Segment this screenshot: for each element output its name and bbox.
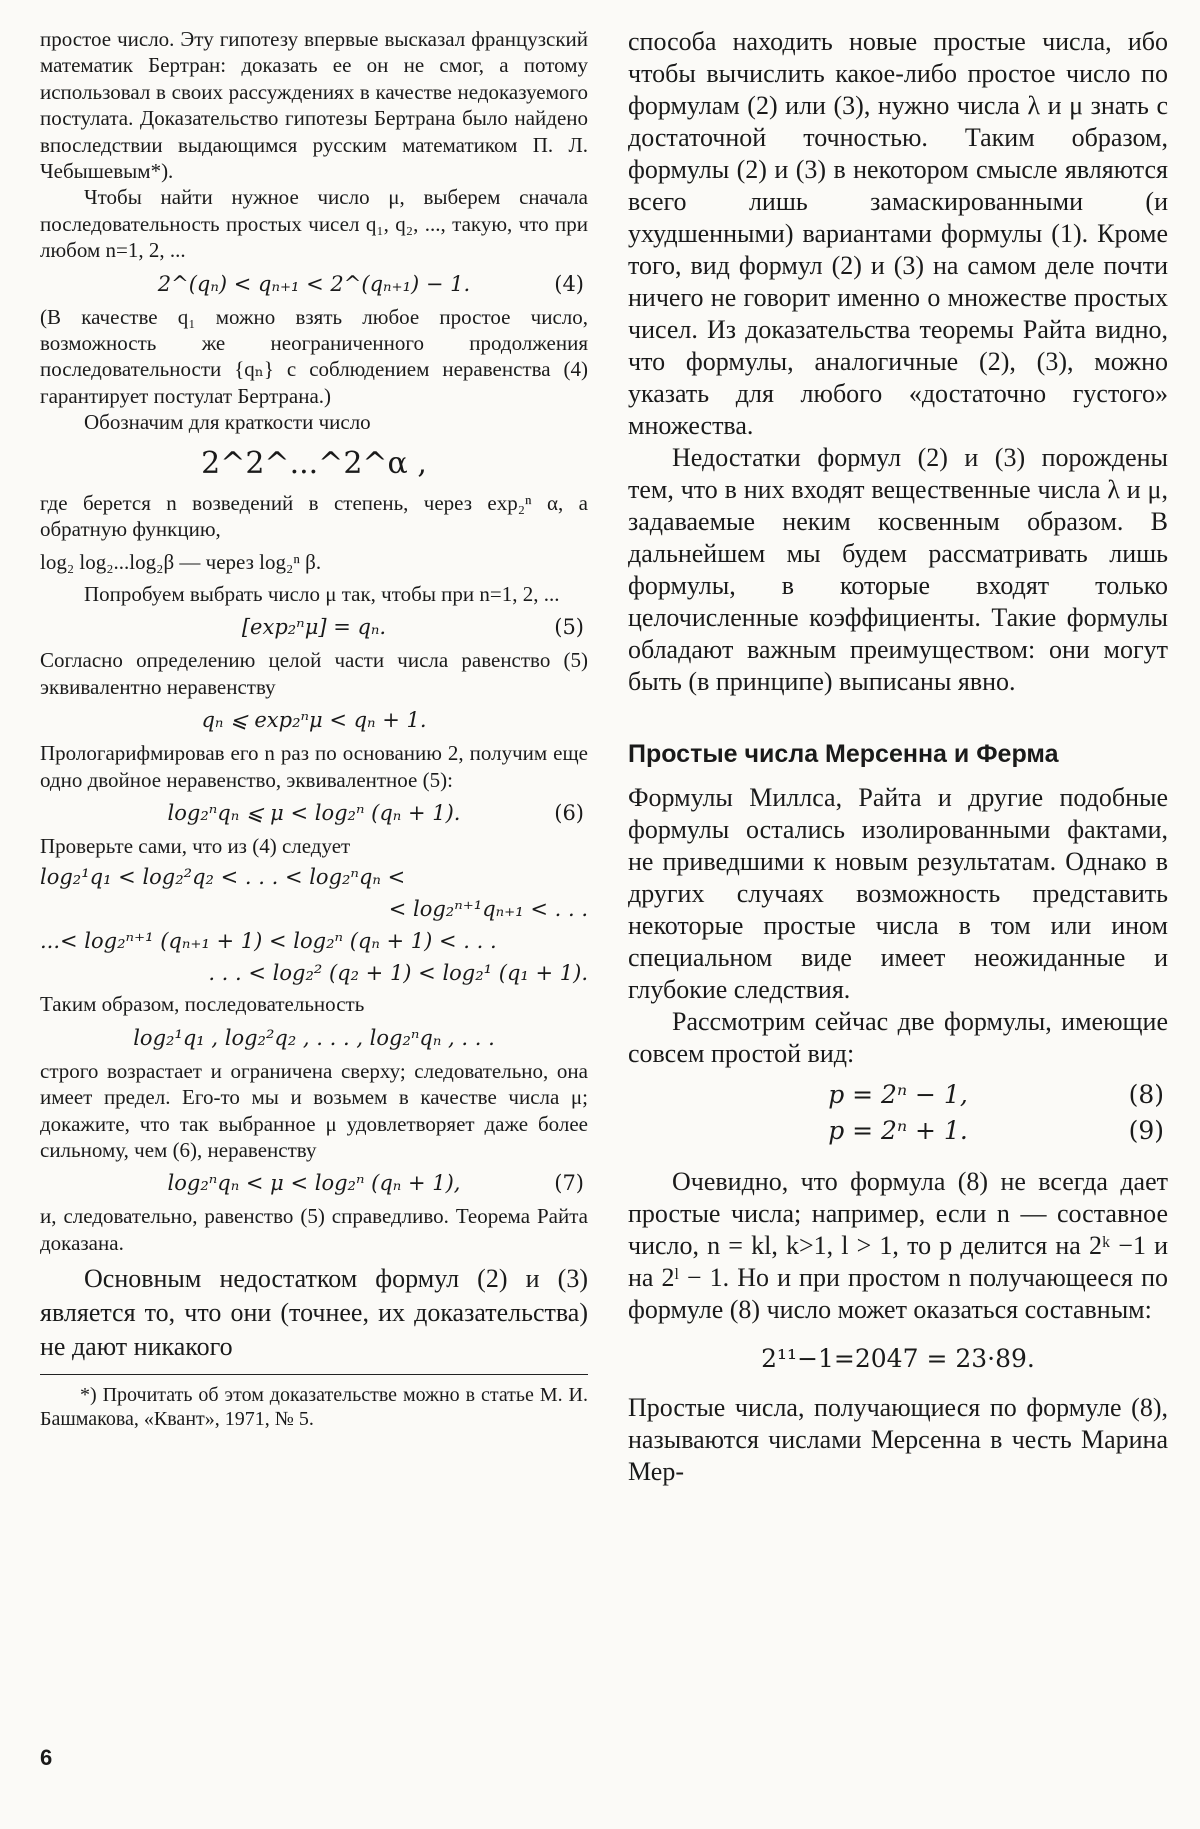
paragraph: Согласно определению целой части числа равенство (5) эквивалентно неравенству — [40, 648, 588, 699]
paragraph: простое число. Эту гипотезу впервые высказал французский математик Бертран: доказать ее он не смог, а потому использовал в своих рассуждениях в качестве недоказуемого постулата. Доказательство гипотезы Бертрана было найдено впоследствии выдающимся русским математиком П. Л. Чебышевым*). — [40, 27, 588, 184]
paragraph: Чтобы найти нужное число μ, выберем сначала последовательность простых чисел q₁, q₂, ..., такую, что при любом n=1, 2, ... — [40, 185, 588, 263]
equation-body: 2¹¹−1=2047 = 23·89. — [761, 1344, 1035, 1373]
paragraph: Простые числа, получающиеся по формуле (8), называются числами Мерсенна в честь Марина Мер- — [628, 1393, 1168, 1486]
equation-number: (8) — [1128, 1080, 1164, 1109]
equation-6 — [40, 799, 588, 827]
equation-number: (7) — [554, 1171, 584, 1196]
equation-body: log₂¹q₁ , log₂²q₂ , . . . , log₂ⁿqₙ , . . . — [133, 1025, 495, 1050]
paragraph: способа находить новые простые числа, ибо чтобы вычислить какое-либо простое число по формулам (2) или (3), нужно числа λ и μ знать с достаточной точностью. Таким образом, формулы (2) и (3) в некотором смысле являются всего лишь замаскированными (и ухудшенными) вариантами формулы (1). Кроме того, вид формул (2) и (3) на самом деле почти ничего не говорит именно о множестве простых чисел. Из доказательства теоремы Райта видно, что формулы, аналогичные (2), (3), можно указать для любого «достаточно густого» множества. — [628, 27, 1168, 440]
power-tower-expression: 2^2^...^2^α , — [201, 445, 427, 481]
footnote-divider — [40, 1374, 588, 1375]
right-column — [628, 26, 1168, 1488]
chain-line-3 — [40, 927, 588, 955]
paragraph: Недостатки формул (2) и (3) порождены тем, что в них входят вещественные числа λ и μ, задаваемые неким косвенным образом. В дальнейшем мы будем рассматривать лишь формулы, в которые входят только целочисленные коэффициенты. Такие формулы обладают важным преимуществом: они могут быть (в принципе) выписаны явно. — [628, 443, 1168, 696]
equation-example — [628, 1344, 1168, 1374]
equation-5 — [40, 613, 588, 641]
paragraph: Таким образом, последовательность — [40, 992, 365, 1017]
equation-inequality — [40, 706, 588, 734]
equation-7 — [40, 1169, 588, 1197]
left-column — [40, 26, 588, 1431]
equation-body: qₙ ⩽ exp₂ⁿμ < qₙ + 1. — [201, 708, 427, 733]
equation-body: [exp₂ⁿμ] = qₙ. — [241, 615, 387, 640]
equation-number: (5) — [554, 615, 584, 640]
paragraph: Попробуем выбрать число μ так, чтобы при n=1, 2, ... — [84, 581, 560, 606]
equation-body: < log₂ⁿ⁺¹qₙ₊₁ < . . . — [388, 897, 588, 922]
footnote: *) Прочитать об этом доказательстве можно в статье М. И. Башмакова, «Квант», 1971, № 5. — [40, 1384, 588, 1431]
equation-body: log₂ⁿqₙ < μ < log₂ⁿ (qₙ + 1), — [167, 1171, 461, 1196]
paragraph: log₂ log₂...log₂β — через log₂ⁿ β. — [40, 549, 322, 574]
equation-8 — [628, 1080, 1168, 1110]
equation-9 — [628, 1116, 1168, 1146]
paragraph: (В качестве q₁ можно взять любое простое число, возможность же неограниченного продолжения последовательности {qₙ} с соблюдением неравенства (4) гарантирует постулат Бертрана.) — [40, 304, 588, 408]
paragraph: и, следовательно, равенство (5) справедливо. Теорема Райта доказана. — [40, 1204, 588, 1255]
equation-number: (4) — [554, 271, 584, 296]
paragraph: Проверьте сами, что из (4) следует — [40, 833, 351, 858]
equation-body: log₂ⁿqₙ ⩽ μ < log₂ⁿ (qₙ + 1). — [167, 800, 461, 825]
paragraph: Основным недостатком формул (2) и (3) является то, что они (точнее, их доказательства) не дают никакого — [40, 1264, 588, 1362]
sequence — [40, 1024, 588, 1052]
paragraph: строго возрастает и ограничена сверху; следовательно, она имеет предел. Его-то мы и возьмем в качестве числа μ; докажите, что так выбранное μ удовлетворяет даже более сильному, чем (6), неравенству — [40, 1058, 588, 1162]
equation-number: (6) — [554, 800, 584, 825]
chain-line-2 — [40, 895, 588, 923]
equation-4 — [40, 270, 588, 298]
paragraph: Рассмотрим сейчас две формулы, имеющие совсем простой вид: — [628, 1007, 1168, 1068]
paragraph: Обозначим для краткости число — [84, 410, 371, 435]
paragraph: Очевидно, что формула (8) не всегда дает простые числа; например, если n — составное число, n = kl, k>1, l > 1, то p делится на 2ᵏ −1 и на 2ˡ − 1. Но и при простом n получающееся по формуле (8) число может оказаться составным: — [628, 1167, 1168, 1324]
equation-body: log₂¹q₁ < log₂²q₂ < . . . < log₂ⁿqₙ < — [40, 865, 406, 890]
equation-body: p = 2ⁿ + 1. — [828, 1116, 968, 1145]
equation-body: 2^(qₙ) < qₙ₊₁ < 2^(qₙ₊₁) − 1. — [157, 271, 471, 296]
page-number: 6 — [40, 1745, 53, 1770]
chain-line-1 — [40, 863, 588, 891]
equation-number: (9) — [1128, 1116, 1164, 1145]
paragraph: Формулы Миллса, Райта и другие подобные формулы остались изолированными фактами, не приведшими к новым результатам. Однако в других случаях возможность представить некоторые простые числа в том или ином специальном виде имеет неожиданные и глубокие следствия. — [628, 783, 1168, 1004]
power-tower — [40, 445, 588, 481]
equation-body: ...< log₂ⁿ⁺¹ (qₙ₊₁ + 1) < log₂ⁿ (qₙ + 1) < . . . — [40, 929, 497, 954]
paragraph: Прологарифмировав его n раз по основанию 2, получим еще одно двойное неравенство, эквивалентное (5): — [40, 741, 588, 792]
equation-body: . . . < log₂² (q₂ + 1) < log₂¹ (q₁ + 1). — [208, 961, 588, 986]
chain-line-4 — [40, 959, 588, 987]
paragraph: где берется n возведений в степень, через exp₂ⁿ α, а обратную функцию, — [40, 490, 588, 542]
equation-body: p = 2ⁿ − 1, — [828, 1080, 968, 1109]
section-heading: Простые числа Мерсенна и Ферма — [628, 740, 1059, 768]
